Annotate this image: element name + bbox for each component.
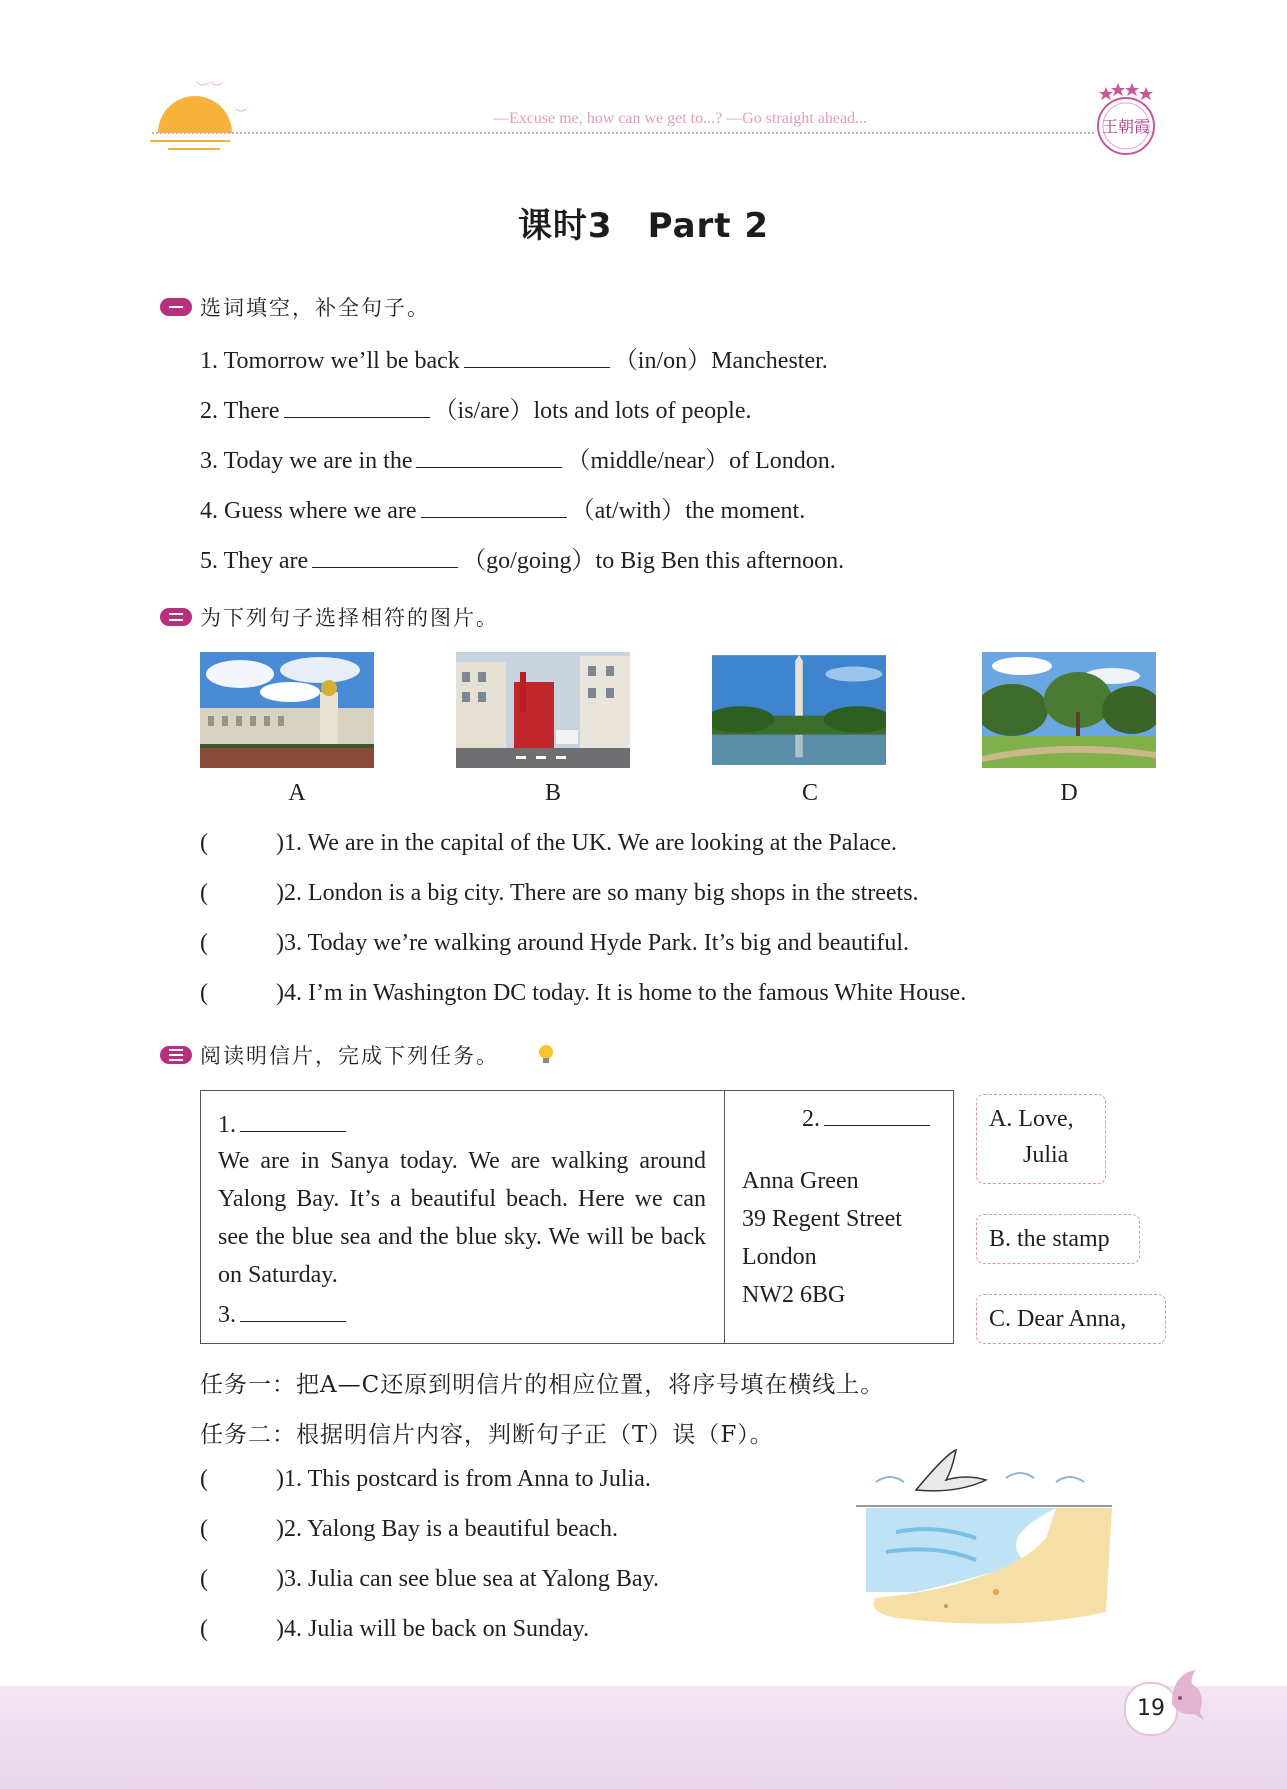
running-header: —Excuse me, how can we get to...? —Go straight ahead...	[492, 110, 868, 127]
true-false-item: ( )3. Julia can see blue sea at Yalong Bay.	[200, 1566, 660, 1592]
postcard-greeting-line: 1.	[218, 1106, 350, 1144]
page-number: 19	[1124, 1682, 1178, 1736]
section-title: 阅读明信片，完成下列任务。	[200, 1044, 499, 1068]
option-a: A. Love, Julia	[976, 1094, 1106, 1184]
answer-blank[interactable]	[824, 1105, 930, 1126]
answer-blank[interactable]	[284, 397, 430, 418]
fill-blank-item: 1. Tomorrow we’ll be back （in/on）Manchester.	[200, 348, 828, 374]
answer-blank[interactable]	[421, 497, 567, 518]
section-number-badge	[160, 608, 192, 626]
lesson-title: 课时3 Part 2	[517, 206, 770, 246]
picture-c-monument	[712, 652, 886, 768]
true-false-item: ( )1. This postcard is from Anna to Julia.	[200, 1466, 651, 1492]
fill-blank-item: 3. Today we are in the （middle/near）of London.	[200, 448, 836, 474]
answer-blank[interactable]	[416, 447, 562, 468]
picture-d-park	[982, 652, 1156, 768]
true-false-item: ( )2. Yalong Bay is a beautiful beach.	[200, 1516, 618, 1542]
bird-icon: ︶︶	[196, 81, 224, 97]
answer-blank[interactable]	[312, 547, 458, 568]
section-title: 为下列句子选择相符的图片。	[200, 606, 499, 630]
answer-blank[interactable]	[240, 1111, 346, 1132]
bird-icon: ︶	[234, 107, 248, 123]
postcard-stamp-line: 2.	[802, 1100, 934, 1138]
match-item: ( )4. I’m in Washington DC today. It is home to the famous White House.	[200, 980, 967, 1006]
postcard-closing-line: 3.	[218, 1296, 350, 1334]
fill-blank-item: 2. There （is/are）lots and lots of people.	[200, 398, 752, 424]
sun-reflection-line	[168, 148, 220, 150]
picture-a-palace	[200, 652, 374, 768]
dolphin-icon	[1166, 1664, 1210, 1722]
svg-text:王朝霞: 王朝霞	[1101, 117, 1151, 136]
picture-b-street	[456, 652, 630, 768]
postcard-body: We are in Sanya today. We are walking around Yalong Bay. It’s a beautiful beach. Here we can see the blue sea and the blue sky. We will be back on Saturday.	[218, 1148, 706, 1288]
lightbulb-icon	[536, 1042, 556, 1066]
picture-label: D	[1060, 780, 1078, 806]
answer-blank[interactable]	[240, 1301, 346, 1322]
beach-seagull-illustration	[856, 1442, 1112, 1628]
match-item: ( )1. We are in the capital of the UK. We are looking at the Palace.	[200, 830, 898, 856]
match-item: ( )2. London is a big city. There are so many big shops in the streets.	[200, 880, 919, 906]
picture-label: C	[801, 780, 818, 806]
page-footer	[0, 1686, 1287, 1789]
section-title: 选词填空，补全句子。	[200, 296, 430, 320]
task-two: 任务二：根据明信片内容，判断句子正（T）误（F）。	[200, 1422, 774, 1448]
picture-label: A	[288, 780, 306, 806]
true-false-item: ( )4. Julia will be back on Sunday.	[200, 1616, 590, 1642]
option-c: C. Dear Anna,	[976, 1294, 1166, 1344]
fill-blank-item: 5. They are （go/going）to Big Ben this afternoon.	[200, 548, 845, 574]
fill-blank-item: 4. Guess where we are （at/with）the moment.	[200, 498, 806, 524]
task-one: 任务一：把A—C还原到明信片的相应位置，将序号填在横线上。	[200, 1372, 885, 1398]
sun-decoration	[158, 96, 232, 133]
match-item: ( )3. Today we’re walking around Hyde Park. It’s big and beautiful.	[200, 930, 910, 956]
header-rule	[152, 132, 1094, 134]
publisher-badge-icon	[1090, 80, 1162, 160]
postcard-address: Anna Green 39 Regent Street London NW2 6BG	[742, 1168, 902, 1308]
section-number-badge	[160, 298, 192, 316]
postcard-divider	[724, 1090, 725, 1344]
answer-blank[interactable]	[464, 347, 610, 368]
section-number-badge	[160, 1046, 192, 1064]
picture-label: B	[544, 780, 561, 806]
sun-reflection-line	[150, 140, 230, 142]
option-b: B. the stamp	[976, 1214, 1140, 1264]
